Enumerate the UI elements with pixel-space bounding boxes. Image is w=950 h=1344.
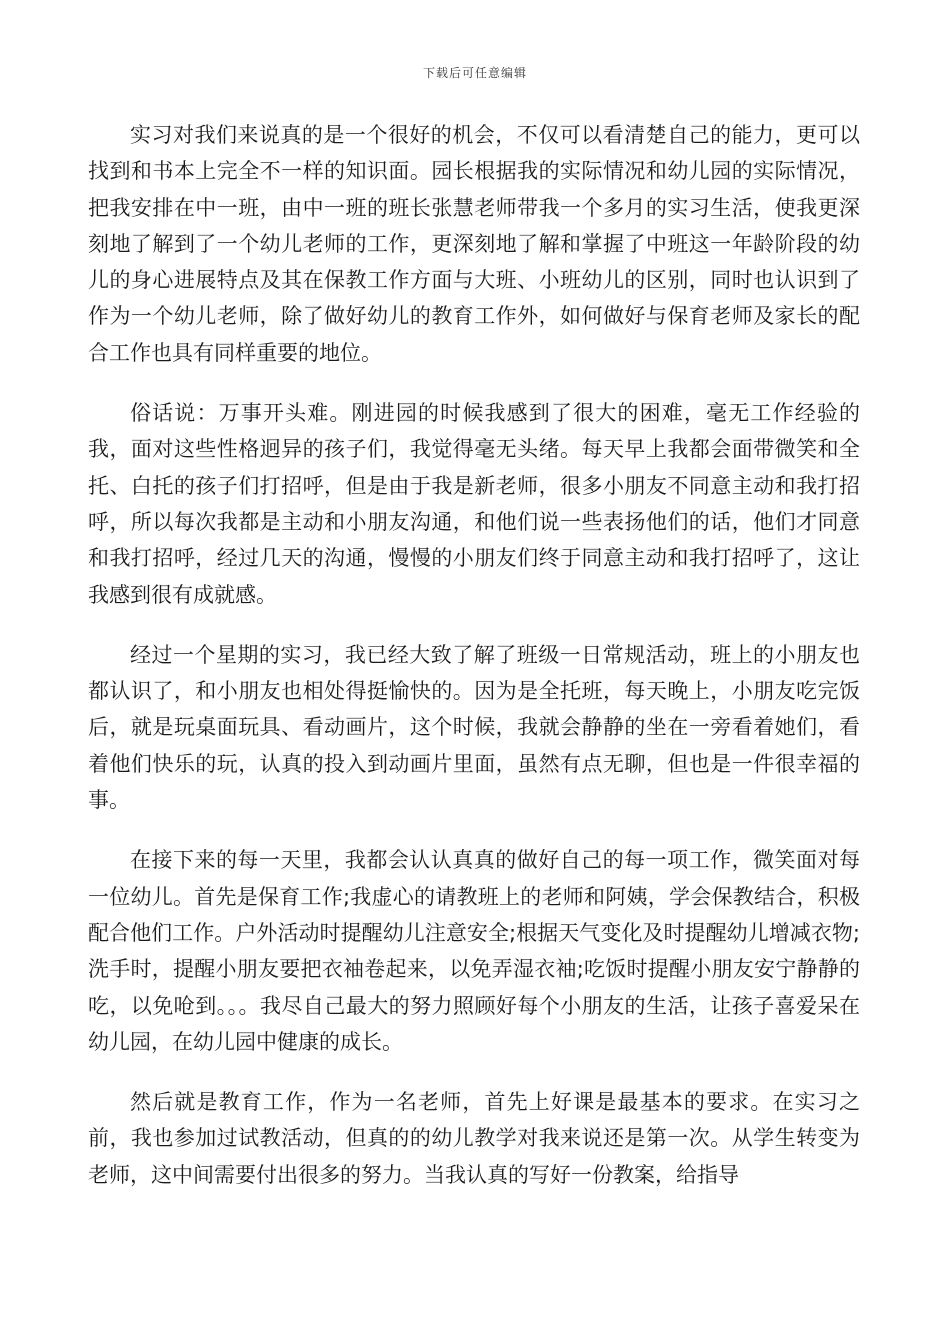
paragraph-4: 在接下来的每一天里，我都会认认真真的做好自己的每一项工作，微笑面对每一位幼儿。首先是保育工作;我虚心的请教班上的老师和阿姨，学会保教结合，积极配合他们工作。户外活动时提醒幼儿注意安全;根据天气变化及时提醒幼儿增减衣物;洗手时，提醒小朋友要把衣袖卷起来，以免弄湿衣袖;吃饭时提醒小朋友安宁静静的吃，以免呛到。。。我尽自己最大的努力照顾好每个小朋友的生活，让孩子喜爱呆在幼儿园，在幼儿园中健康的成长。 <box>88 848 860 1054</box>
paragraph-3: 经过一个星期的实习，我已经大致了解了班级一日常规活动，班上的小朋友也都认识了，和小朋友也相处得挺愉快的。因为是全托班，每天晚上，小朋友吃完饭后，就是玩桌面玩具、看动画片，这个时候，我就会静静的坐在一旁看着她们，看着他们快乐的玩，认真的投入到动画片里面，虽然有点无聊，但也是一件很幸福的事。 <box>88 642 860 813</box>
paragraph-1: 实习对我们来说真的是一个很好的机会，不仅可以看清楚自己的能力，更可以找到和书本上完全不一样的知识面。园长根据我的实际情况和幼儿园的实际情况，把我安排在中一班，由中一班的班长张慧老师带我一个多月的实习生活，使我更深刻地了解到了一个幼儿老师的工作，更深刻地了解和掌握了中班这一年龄阶段的幼儿的身心进展特点及其在保教工作方面与大班、小班幼儿的区别，同时也认识到了作为一个幼儿老师，除了做好幼儿的教育工作外，如何做好与保育老师及家长的配合工作也具有同样重要的地位。 <box>88 123 860 365</box>
paragraph-5: 然后就是教育工作，作为一名老师，首先上好课是最基本的要求。在实习之前，我也参加过试教活动，但真的的幼儿教学对我来说还是第一次。从学生转变为老师，这中间需要付出很多的努力。当我认真的写好一份教案，给指导 <box>88 1090 860 1187</box>
document-body <box>88 117 860 1217</box>
page-header: 下载后可任意编辑 <box>422 66 527 80</box>
paragraph-2: 俗话说：万事开头难。刚进园的时候我感到了很大的困难，毫无工作经验的我，面对这些性格迥异的孩子们，我觉得毫无头绪。每天早上我都会面带微笑和全托、白托的孩子们打招呼，但是由于我是新老师，很多小朋友不同意主动和我打招呼，所以每次我都是主动和小朋友沟通，和他们说一些表扬他们的话，他们才同意和我打招呼，经过几天的沟通，慢慢的小朋友们终于同意主动和我打招呼了，这让我感到很有成就感。 <box>88 401 860 607</box>
